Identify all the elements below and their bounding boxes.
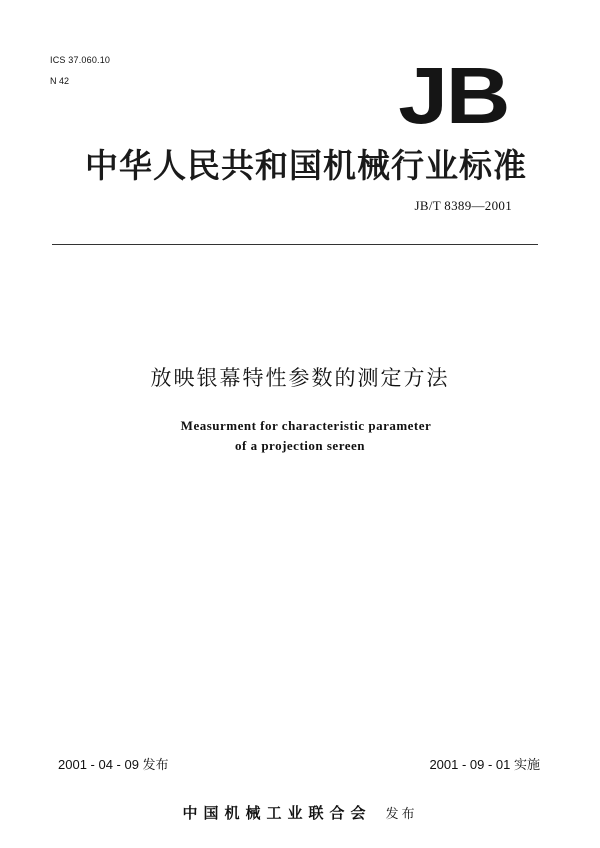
issuer-action: 发布 [385, 807, 418, 822]
ics-code: ICS 37.060.10 [50, 55, 111, 65]
classification-code: N 42 [50, 76, 70, 86]
document-title-en-line1: Measurment for characteristic parameter [180, 418, 432, 433]
implementation-date: 2001 - 09 - 01 实施 [429, 757, 540, 772]
document-title-en-line2: of a projection sereen [234, 438, 366, 453]
issue-date: 2001 - 04 - 09 发布 [58, 757, 169, 772]
issuer-org: 中国机械工业联合会 [182, 804, 372, 822]
document-title-zh: 放映银幕特性参数的测定方法 [150, 366, 450, 390]
issuer [0, 802, 600, 823]
divider [52, 244, 538, 245]
jb-logo: JB [397, 51, 508, 140]
standard-code: JB/T 8389—2001 [414, 198, 512, 213]
standard-title: 中华人民共和国机械行业标准 [85, 146, 527, 185]
